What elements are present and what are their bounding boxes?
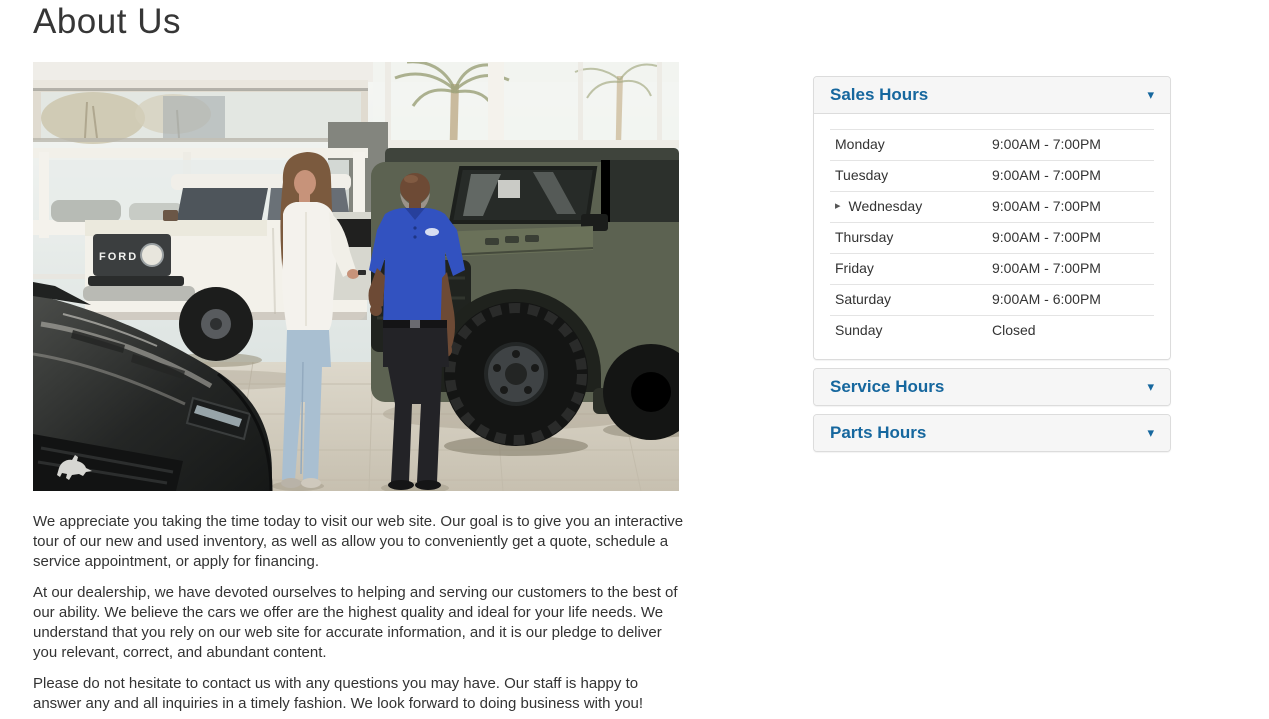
- hours-value: 9:00AM - 7:00PM: [992, 136, 1101, 152]
- hours-row-saturday: [830, 284, 1154, 315]
- hours-sidebar: [813, 76, 1171, 460]
- sales-hours-toggle[interactable]: [814, 77, 1170, 114]
- caret-down-icon: ▾: [1147, 379, 1154, 394]
- parts-hours-toggle[interactable]: [814, 415, 1170, 451]
- hours-row-wednesday-current: [830, 191, 1154, 222]
- hours-value: Closed: [992, 322, 1036, 338]
- about-paragraph-1: We appreciate you taking the time today to visit our web site. Our goal is to give you an interactive tour of our new and used inventory, as well as allow you to conveniently get a quote, schedule a service appointment, or apply for financing.: [33, 513, 684, 570]
- hours-row-sunday: [830, 315, 1154, 346]
- hours-value: 9:00AM - 6:00PM: [992, 291, 1101, 307]
- service-hours-title: Service Hours: [830, 377, 945, 396]
- sales-hours-title: Sales Hours: [830, 85, 929, 104]
- hours-row-friday: [830, 253, 1154, 284]
- service-hours-panel: [813, 368, 1171, 406]
- about-text-section: [33, 512, 689, 719]
- sales-hours-table: [814, 114, 1170, 359]
- day-label: Sunday: [835, 322, 883, 338]
- hours-value: 9:00AM - 7:00PM: [992, 198, 1101, 214]
- day-label: Friday: [835, 260, 874, 276]
- hours-value: 9:00AM - 7:00PM: [992, 167, 1101, 183]
- sales-hours-panel: [813, 76, 1171, 360]
- hours-value: 9:00AM - 7:00PM: [992, 260, 1101, 276]
- day-label: Thursday: [835, 229, 894, 245]
- about-paragraph-2: At our dealership, we have devoted ourselves to helping and serving our customers to the best of our ability. We believe the cars we offer are the highest quality and ideal for your life needs. We understand that you rely on our web site for accurate information, and it is our pledge to deliver you relevant, correct, and abundant content.: [33, 584, 678, 661]
- day-label: Saturday: [835, 291, 892, 307]
- about-paragraph-3: Please do not hesitate to contact us with any questions you may have. Our staff is happy to answer any and all inquiries in a timely fashion. We look forward to doing business with you!: [33, 675, 644, 712]
- hours-row-thursday: [830, 222, 1154, 253]
- service-hours-toggle[interactable]: [814, 369, 1170, 405]
- hours-row-tuesday: [830, 160, 1154, 191]
- day-label: Monday: [835, 136, 885, 152]
- caret-down-icon: ▾: [1147, 87, 1154, 102]
- day-label: Wednesday: [848, 198, 923, 214]
- showroom-illustration: [33, 62, 679, 491]
- page-title: About Us: [33, 2, 181, 41]
- hours-value: 9:00AM - 7:00PM: [992, 229, 1101, 245]
- day-label: Tuesday: [835, 167, 889, 183]
- showroom-photo: [33, 62, 679, 491]
- parts-hours-panel: [813, 414, 1171, 452]
- current-day-marker-icon: ▸: [835, 200, 841, 212]
- ford-grille-text: FORD: [99, 251, 139, 263]
- parts-hours-title: Parts Hours: [830, 423, 927, 442]
- hours-row-monday: [830, 129, 1154, 160]
- caret-down-icon: ▾: [1147, 425, 1154, 440]
